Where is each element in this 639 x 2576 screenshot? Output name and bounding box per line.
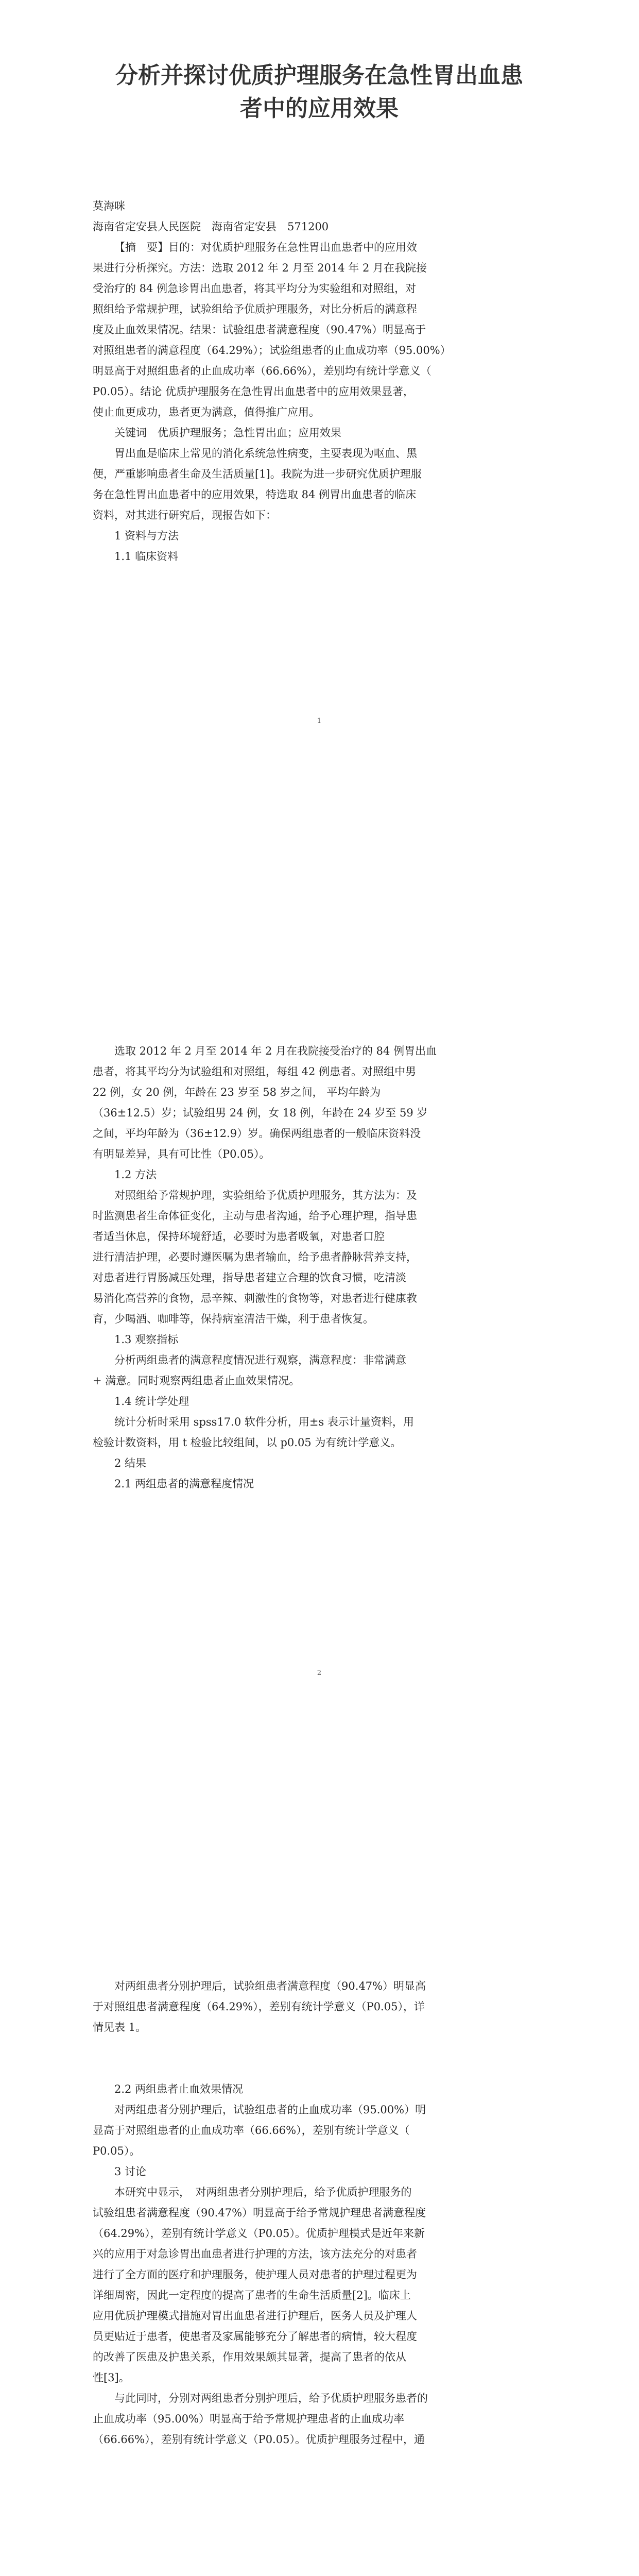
discussion-line: 性[3]。 xyxy=(93,2371,130,2384)
intro-line: 务在急性胃出血患者中的应用效果，特选取 84 例胃出血患者的临床 xyxy=(93,488,417,501)
page-1-body xyxy=(93,196,541,567)
discussion-line: 与此同时，分别对两组患者分别护理后，给予优质护理服务患者的 xyxy=(114,2392,428,2404)
discussion-line: 兴的应用于对急诊胃出血患者进行护理的方法，该方法充分的对患者 xyxy=(93,2248,417,2260)
clinical-line: 22 例，女 20 例，年龄在 23 岁至 58 岁之间， 平均年龄为 xyxy=(93,1086,381,1098)
page-number: 1 xyxy=(317,717,322,725)
result-line: 对两组患者分别护理后，试验组患者的止血成功率（95.00%）明 xyxy=(114,2104,426,2116)
discussion-line: 止血成功率（95.00%）明显高于给予常规护理患者的止血成功率 xyxy=(93,2413,405,2425)
page-2-body xyxy=(93,1041,541,1494)
abstract-line: 度及止血效果情况。结果：试验组患者满意程度（90.47%）明显高于 xyxy=(93,324,426,336)
method-line: 育，少喝酒、咖啡等，保持病室清洁干燥，利于患者恢复。 xyxy=(93,1313,374,1325)
section-3-heading: 3 讨论 xyxy=(114,2165,147,2178)
section-1-heading: 1 资料与方法 xyxy=(114,530,179,542)
result-line: P0.05）。 xyxy=(93,2145,141,2157)
clinical-line: 之间，平均年龄为（36±12.9）岁。确保两组患者的一般临床资料没 xyxy=(93,1127,421,1140)
abstract xyxy=(93,237,541,422)
affiliation: 海南省定安县人民医院 海南省定安县 571200 xyxy=(93,221,329,233)
discussion-line: 员更贴近于患者，使患者及家属能够充分了解患者的病情，较大程度 xyxy=(93,2330,417,2343)
abstract-line: 受治疗的 84 例急诊胃出血患者，将其平均分为实验组和对照组，对 xyxy=(93,282,417,295)
observation-line: + 满意。同时观察两组患者止血效果情况。 xyxy=(93,1375,300,1387)
keywords: 关键词 优质护理服务；急性胃出血；应用效果 xyxy=(114,427,341,439)
clinical-line: 患者，将其平均分为试验组和对照组，每组 42 例患者。对照组中男 xyxy=(93,1065,417,1078)
intro-line: 资料，对其进行研究后，现报告如下： xyxy=(93,509,277,521)
result-2-text xyxy=(93,2099,541,2161)
discussion-line: 本研究中显示， 对两组患者分别护理后，给予优质护理服务的 xyxy=(114,2186,412,2198)
abstract-line: 使止血更成功，患者更为满意，值得推广应用。 xyxy=(93,406,320,418)
section-1-1-heading: 1.1 临床资料 xyxy=(114,550,179,563)
method-line: 对照组给予常规护理，实验组给予优质护理服务，其方法为：及 xyxy=(114,1189,417,1201)
intro-line: 胃出血是临床上常见的消化系统急性病变，主要表现为呕血、黑 xyxy=(114,447,417,460)
section-2-1-heading: 2.1 两组患者的满意程度情况 xyxy=(114,1478,254,1490)
clinical-line: （36±12.5）岁；试验组男 24 例，女 18 例，年龄在 24 岁至 59 岁 xyxy=(93,1107,428,1119)
author: 莫海咪 xyxy=(93,200,125,212)
clinical-data xyxy=(93,1041,541,1164)
clinical-line: 有明显差异，具有可比性（P0.05）。 xyxy=(93,1148,270,1160)
abstract-line: 明显高于对照组患者的止血成功率（66.66%），差别均有统计学意义（ xyxy=(93,365,431,377)
method-line: 对患者进行胃肠减压处理，指导患者建立合理的饮食习惯，吃清淡 xyxy=(93,1272,406,1284)
method-line: 时监测患者生命体征变化，主动与患者沟通，给予心理护理，指导患 xyxy=(93,1210,417,1222)
abstract-line: 照组给予常规护理，试验组给予优质护理服务，对比分析后的满意程 xyxy=(93,303,417,315)
abstract-line: 对照组患者的满意程度（64.29%）；试验组患者的止血成功率（95.00%） xyxy=(93,344,451,357)
section-1-2-heading: 1.2 方法 xyxy=(114,1168,157,1181)
section-1-4-heading: 1.4 统计学处理 xyxy=(114,1395,189,1408)
section-1-3-heading: 1.3 观察指标 xyxy=(114,1333,179,1346)
method-line: 者适当休息，保持环境舒适，必要时为患者吸氧，对患者口腔 xyxy=(93,1230,385,1243)
abstract-line: 果进行分析探究。方法：选取 2012 年 2 月至 2014 年 2 月在我院接 xyxy=(93,262,427,274)
introduction xyxy=(93,443,541,526)
method-line: 进行清洁护理，必要时遵医嘱为患者输血，给予患者静脉营养支持， xyxy=(93,1251,417,1263)
discussion-line: 试验组患者满意程度（90.47%）明显高于给予常规护理患者满意程度 xyxy=(93,2207,426,2219)
discussion-line: （64.29%），差别有统计学意义（P0.05）。优质护理模式是近年来新 xyxy=(93,2227,425,2240)
result-line: 对两组患者分别护理后，试验组患者满意程度（90.47%）明显高 xyxy=(114,1980,426,1992)
page-number: 2 xyxy=(317,1669,322,1677)
discussion-line: （66.66%），差别有统计学意义（P0.05）。优质护理服务过程中，通 xyxy=(93,2433,425,2446)
section-2-2-heading: 2.2 两组患者止血效果情况 xyxy=(114,2083,244,2095)
statistics-line: 统计分析时采用 spss17.0 软件分析，用±s 表示计量资料，用 xyxy=(114,1416,414,1428)
clinical-line: 选取 2012 年 2 月至 2014 年 2 月在我院接受治疗的 84 例胃出血 xyxy=(114,1045,437,1057)
discussion-text xyxy=(93,2182,541,2450)
discussion-line: 应用优质护理模式措施对胃出血患者进行护理后，医务人员及护理人 xyxy=(93,2310,417,2322)
observation-text xyxy=(93,1350,541,1391)
result-line: 于对照组患者满意程度（64.29%），差别有统计学意义（P0.05），详 xyxy=(93,2001,425,2013)
discussion-line: 的改善了医患及护患关系，作用效果颇其显著，提高了患者的依从 xyxy=(93,2351,406,2363)
method-text xyxy=(93,1185,541,1329)
abstract-line: P0.05）。结论 优质护理服务在急性胃出血患者中的应用效果显著， xyxy=(93,385,415,398)
intro-line: 便，严重影响患者生命及生活质量[1]。我院为进一步研究优质护理服 xyxy=(93,468,422,480)
section-2-heading: 2 结果 xyxy=(114,1457,147,1469)
method-line: 易消化高营养的食物，忌辛辣、刺激性的食物等，对患者进行健康教 xyxy=(93,1292,417,1304)
result-line: 情见表 1。 xyxy=(93,2021,147,2033)
observation-line: 分析两组患者的满意程度情况进行观察，满意程度：非常满意 xyxy=(114,1354,406,1366)
result-line: 显高于对照组患者的止血成功率（66.66%），差别有统计学意义（ xyxy=(93,2124,410,2137)
page-3-body xyxy=(93,1976,541,2450)
discussion-line: 进行了全方面的医疗和护理服务，使护理人员对患者的护理过程更为 xyxy=(93,2268,417,2281)
result-1-text xyxy=(93,1976,541,2038)
statistics-line: 检验计数资料，用 t 检验比较组间，以 p0.05 为有统计学意义。 xyxy=(93,1436,402,1449)
title-line-1: 分析并探讨优质护理服务在急性胃出血患 xyxy=(115,62,523,89)
statistics-text xyxy=(93,1412,541,1453)
abstract-line: 【摘 要】目的：对优质护理服务在急性胃出血患者中的应用效 xyxy=(114,241,417,253)
paper-title xyxy=(62,59,577,125)
discussion-line: 详细周密，因此一定程度的提高了患者的生命生活质量[2]。临床上 xyxy=(93,2289,411,2301)
title-line-2: 者中的应用效果 xyxy=(240,95,399,122)
